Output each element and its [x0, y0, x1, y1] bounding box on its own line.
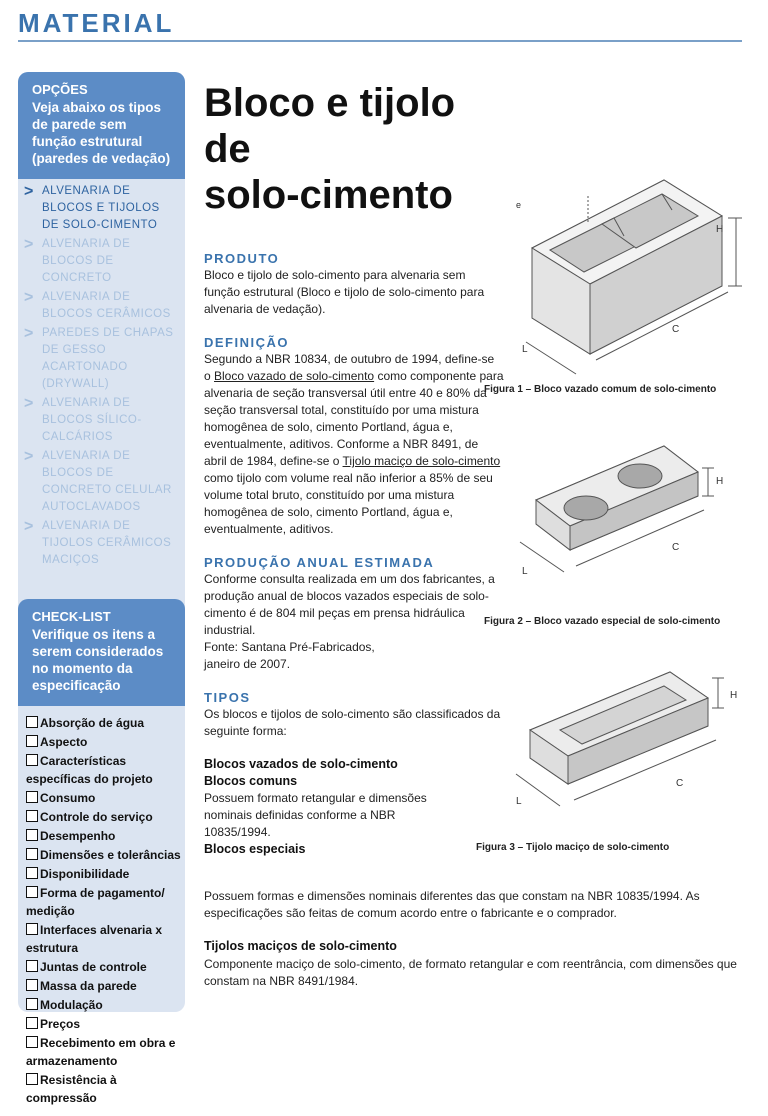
blocos-vazados-heading: Blocos vazados de solo-cimento [204, 757, 398, 771]
checkbox[interactable] [26, 716, 38, 728]
checkbox[interactable] [26, 754, 38, 766]
checklist-label: Desempenho [40, 829, 116, 843]
blocos-comuns-heading: Blocos comuns [204, 774, 298, 788]
header-divider [18, 40, 742, 42]
arrow-right-icon: > [24, 236, 34, 253]
checklist-header [18, 599, 185, 706]
checklist-item [26, 827, 181, 845]
checklist-label: Características específicas do projeto [26, 754, 153, 786]
options-list [18, 179, 185, 581]
fig3-label-l: L [516, 796, 522, 807]
special-block-drawing [476, 438, 748, 606]
definicao-section [204, 334, 504, 538]
checklist-label: Aspecto [40, 735, 88, 749]
figure-1 [476, 176, 748, 395]
checkbox[interactable] [26, 979, 38, 991]
checklist-item [26, 752, 181, 788]
arrow-right-icon: > [24, 183, 34, 200]
checkbox[interactable] [26, 960, 38, 972]
tipos-text: Os blocos e tijolos de solo-cimento são classificados da seguinte forma: [204, 707, 501, 738]
checklist-item [26, 1015, 181, 1033]
checklist-item [26, 846, 181, 864]
definicao-heading: DEFINIÇÃO [204, 335, 289, 350]
option-item[interactable] [24, 289, 179, 323]
checklist-label: Absorção de água [40, 716, 145, 730]
checklist-label: Controle do serviço [40, 810, 153, 824]
checklist-description: Verifique os itens a serem considerados no momento da especificação [32, 627, 164, 693]
definicao-text-1: Segundo a NBR 10834, de outubro de 1994, define-se o [204, 352, 495, 383]
fig2-label-c: C [672, 542, 680, 553]
arrow-right-icon: > [24, 395, 34, 412]
checklist-item [26, 996, 181, 1014]
option-item[interactable] [24, 183, 179, 234]
bloco-vazado-link[interactable]: Bloco vazado de solo-cimento [214, 369, 375, 383]
tijolos-macicos-text: Componente maciço de solo-cimento, de formato retangular e com reentrância, com dimensões que constam na NBR 8491/1984. [204, 957, 737, 988]
checkbox[interactable] [26, 1036, 38, 1048]
checklist-label: Preços [40, 1017, 81, 1031]
checklist-item [26, 921, 181, 957]
checkbox[interactable] [26, 810, 38, 822]
blocos-especiais-heading: Blocos especiais [204, 842, 306, 856]
producao-heading: PRODUÇÃO ANUAL ESTIMADA [204, 555, 435, 570]
fig3-label-c: C [676, 778, 684, 789]
option-label: PAREDES DE CHAPAS DE GESSO ACARTONADO (DRYWALL) [42, 327, 174, 390]
produto-text: Bloco e tijolo de solo-cimento para alvenaria sem função estrutural (Bloco e tijolo de solo-cimento para alvenaria de vedação). [204, 268, 485, 316]
producao-section [204, 554, 504, 673]
figure-1-caption: Figura 1 – Bloco vazado comum de solo-cimento [484, 384, 717, 395]
fig1-label-e: e [516, 200, 522, 210]
checklist-item [26, 1071, 181, 1107]
solid-brick-drawing [476, 668, 748, 832]
checkbox[interactable] [26, 848, 38, 860]
blocos-especiais-text: Possuem formas e dimensões nominais diferentes das que constam na NBR 10835/1994. As especificações são feitas de comum acordo entre o fabricante e o comprador. [204, 889, 700, 920]
option-label: ALVENARIA DE BLOCOS DE CONCRETO [42, 238, 131, 284]
checkbox[interactable] [26, 923, 38, 935]
fig1-label-l: L [522, 344, 528, 355]
figure-2 [476, 438, 748, 627]
tipos-heading: TIPOS [204, 690, 251, 705]
options-title: OPÇÕES [32, 82, 88, 97]
hollow-block-drawing [476, 176, 748, 376]
section-title: MATERIAL [18, 8, 175, 38]
blocos-comuns-text: Possuem formato retangular e dimensões nominais definidas conforme a NBR 10835/1994. [204, 791, 427, 839]
option-item[interactable] [24, 518, 179, 569]
checklist-label: Forma de pagamento/ medição [26, 886, 165, 918]
checklist-label: Massa da parede [40, 979, 137, 993]
checklist-label: Consumo [40, 791, 96, 805]
option-item[interactable] [24, 448, 179, 516]
arrow-right-icon: > [24, 518, 34, 535]
option-label: ALVENARIA DE BLOCOS CERÂMICOS [42, 291, 171, 320]
checkbox[interactable] [26, 735, 38, 747]
figure-2-caption: Figura 2 – Bloco vazado especial de solo-cimento [484, 616, 721, 627]
checkbox[interactable] [26, 829, 38, 841]
producao-data: janeiro de 2007. [204, 657, 291, 671]
arrow-right-icon: > [24, 325, 34, 342]
definicao-text-2: como componente para alvenaria de seção transversal útil entre 40 e 80% da seção transversal total, constituído por uma mistura homogênea de solo, cimento Portland, água e, eventualmente, aditivos. Conforme a NBR 8491, de abril de 1984, define-se o [204, 369, 504, 468]
fig3-label-h: H [730, 690, 738, 701]
checklist-item [26, 714, 181, 732]
arrow-right-icon: > [24, 448, 34, 465]
checklist-item [26, 789, 181, 807]
option-item[interactable] [24, 236, 179, 287]
checklist-label: Dimensões e tolerâncias [40, 848, 181, 862]
page-title [204, 80, 504, 218]
arrow-right-icon: > [24, 289, 34, 306]
tijolos-macicos-heading: Tijolos maciços de solo-cimento [204, 939, 397, 953]
checklist-label: Recebimento em obra e armazenamento [26, 1036, 176, 1068]
tipos-section [204, 689, 504, 858]
main-content [204, 72, 504, 858]
produto-heading: PRODUTO [204, 251, 280, 266]
checkbox[interactable] [26, 886, 38, 898]
fig1-label-h: H [716, 224, 724, 235]
option-item[interactable] [24, 395, 179, 446]
checklist-item [26, 808, 181, 826]
option-label: ALVENARIA DE BLOCOS E TIJOLOS DE SOLO-CIMENTO [42, 185, 160, 231]
checkbox[interactable] [26, 998, 38, 1010]
produto-section [204, 250, 504, 318]
option-item[interactable] [24, 325, 179, 393]
checklist-item [26, 733, 181, 751]
checklist-item [26, 977, 181, 995]
checklist [18, 706, 185, 1116]
checkbox[interactable] [26, 1073, 38, 1085]
checkbox[interactable] [26, 1017, 38, 1029]
checkbox[interactable] [26, 867, 38, 879]
definicao-text [204, 351, 504, 538]
checkbox[interactable] [26, 791, 38, 803]
page-title-line1: Bloco e tijolo de [204, 81, 456, 171]
checklist-label: Interfaces alvenaria x estrutura [26, 923, 163, 955]
options-header [18, 72, 185, 179]
checklist-title: CHECK-LIST [32, 609, 111, 624]
checklist-label: Juntas de controle [40, 960, 147, 974]
fig2-label-l: L [522, 566, 528, 577]
checklist-item [26, 884, 181, 920]
figure-3-caption: Figura 3 – Tijolo maciço de solo-cimento [476, 842, 670, 853]
fig1-label-c: C [672, 324, 680, 335]
checklist-item [26, 958, 181, 976]
option-label: ALVENARIA DE TIJOLOS CERÂMICOS MACIÇOS [42, 520, 172, 566]
fig2-label-h: H [716, 476, 724, 487]
sidebar [18, 72, 185, 1105]
figure-3 [476, 668, 748, 853]
option-label: ALVENARIA DE BLOCOS SÍLICO-CALCÁRIOS [42, 397, 142, 443]
checklist-label: Disponibilidade [40, 867, 130, 881]
checklist-label: Resistência à compressão [26, 1073, 117, 1105]
checklist-label: Modulação [40, 998, 103, 1012]
option-label: ALVENARIA DE BLOCOS DE CONCRETO CELULAR AUTOCLAVADOS [42, 450, 172, 513]
options-description: Veja abaixo os tipos de parede sem função estrutural (paredes de vedação) [32, 100, 171, 166]
producao-fonte: Fonte: Santana Pré-Fabricados, [204, 640, 375, 654]
checklist-item [26, 865, 181, 883]
page-title-line2: solo-cimento [204, 173, 453, 217]
producao-text: Conforme consulta realizada em um dos fabricantes, a produção anual de blocos vazados especiais de solo-cimento é de 804 mil peças em prensa hidráulica industrial. [204, 572, 495, 637]
checklist-item [26, 1034, 181, 1070]
tijolo-macico-link[interactable]: Tijolo maciço de solo-cimento [342, 454, 501, 468]
definicao-text-3: como tijolo com volume real não inferior a 85% de seu volume total bruto, constituído por uma mistura homogênea de solo, cimento Portland, água e, eventualmente, aditivos. [204, 471, 493, 536]
